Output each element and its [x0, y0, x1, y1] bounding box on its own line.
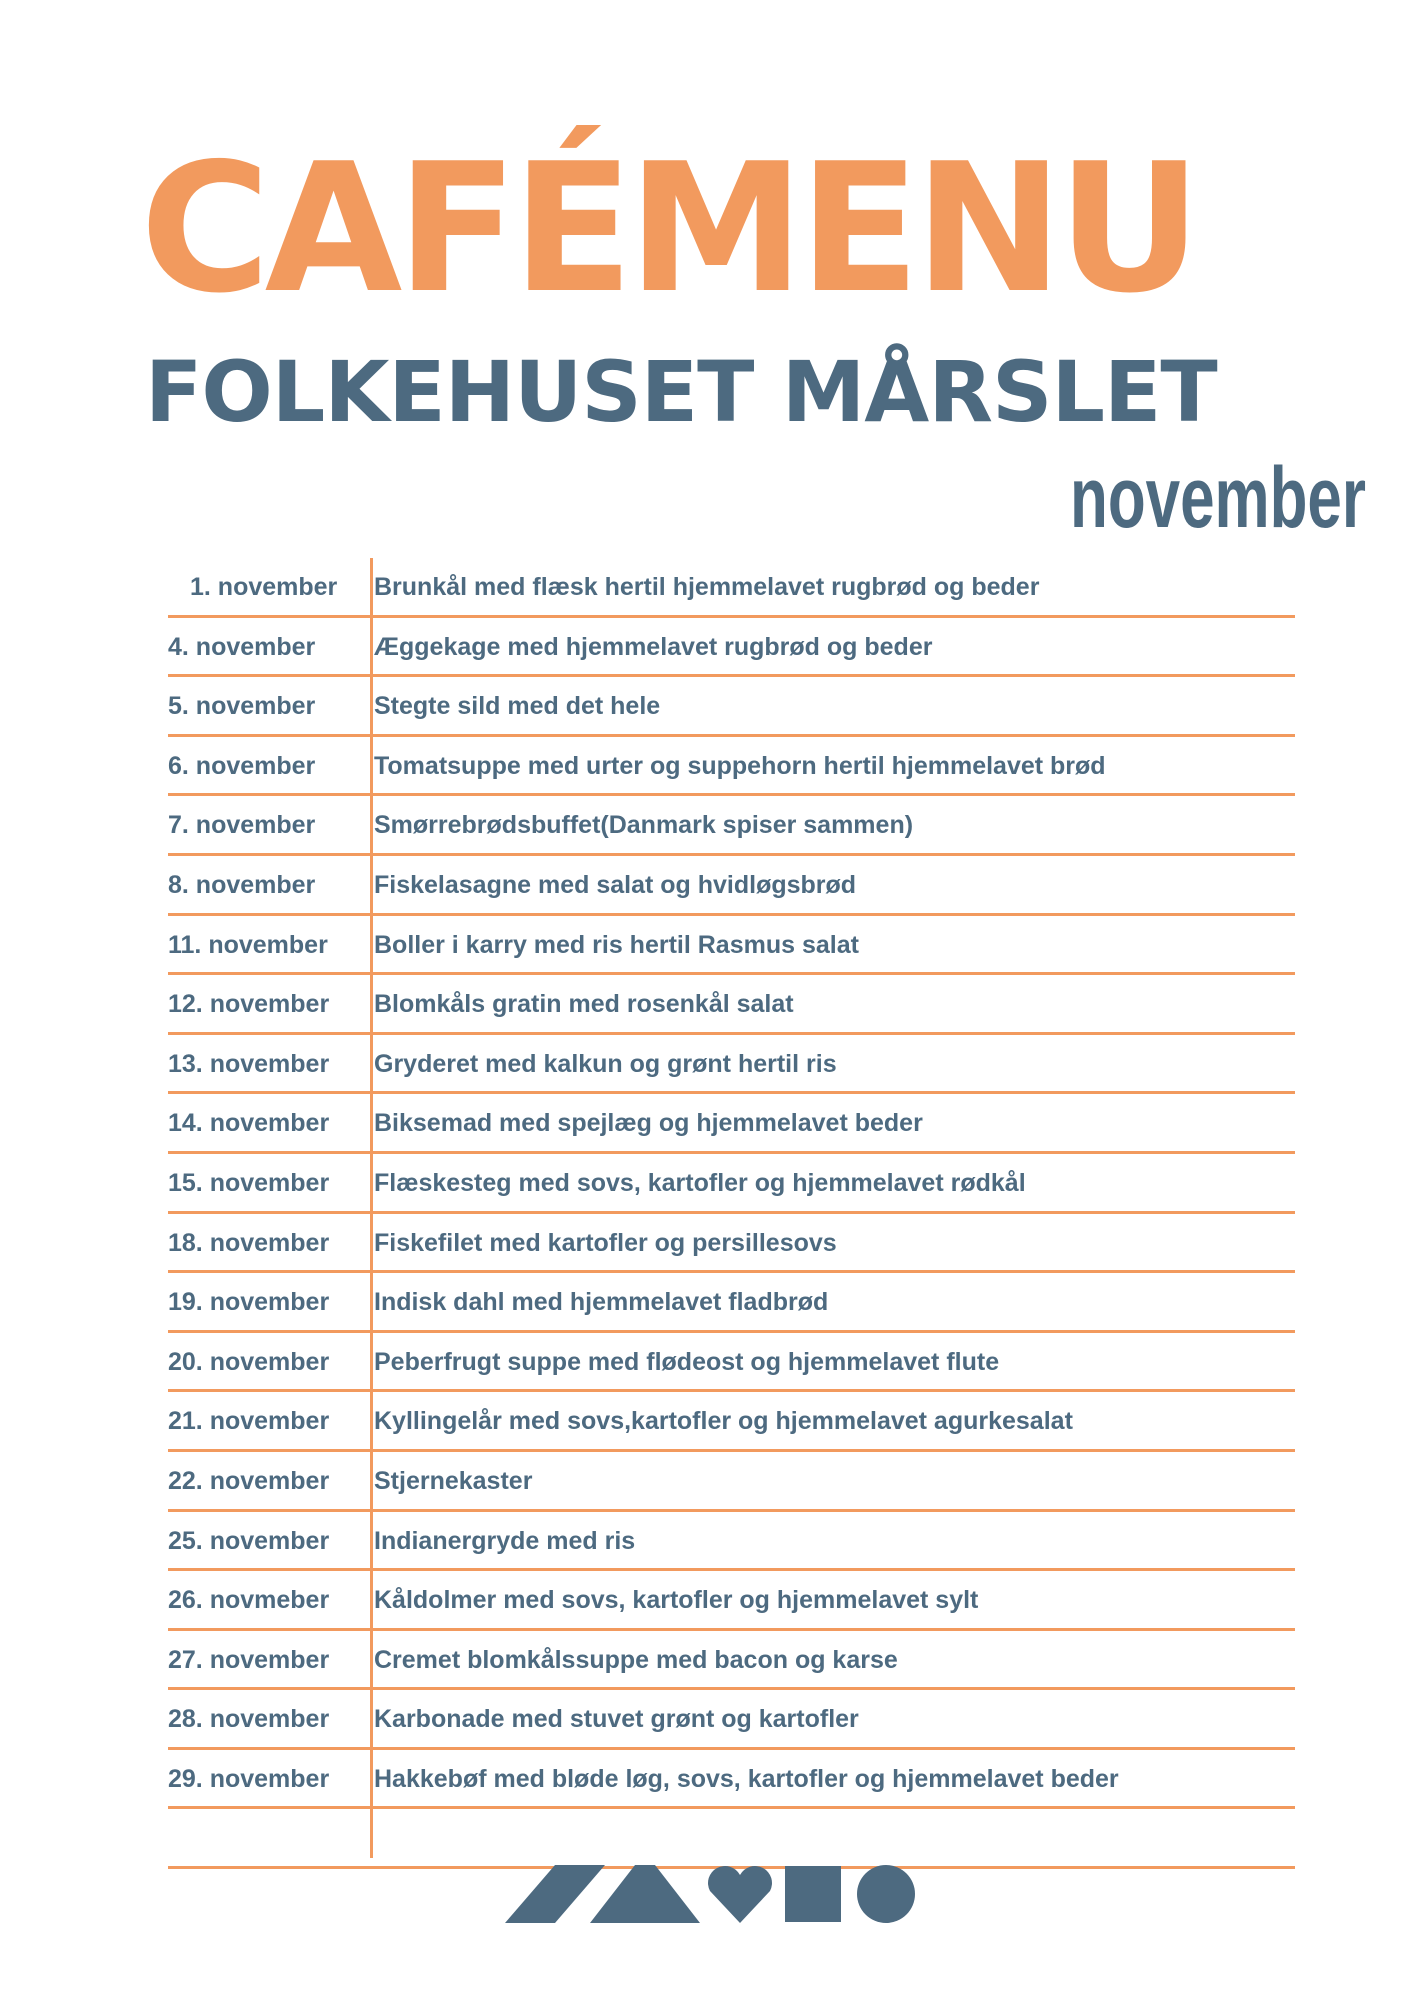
menu-date: 28. november — [168, 1705, 330, 1734]
menu-dish: Peberfrugt suppe med flødeost og hjemmelavet flute — [374, 1347, 1000, 1376]
menu-dish: Æggekage med hjemmelavet rugbrød og beder — [374, 632, 933, 661]
page-subtitle: FOLKEHUSET MÅRSLET — [145, 343, 1217, 441]
menu-list — [168, 558, 1295, 1869]
menu-row — [168, 1273, 1295, 1333]
menu-dish: Gryderet med kalkun og grønt hertil ris — [374, 1049, 837, 1078]
menu-row — [168, 1690, 1295, 1750]
menu-dish: Tomatsuppe med urter og suppehorn hertil hjemmelavet brød — [374, 751, 1106, 780]
menu-date: 5. november — [168, 692, 316, 721]
menu-date: 14. november — [168, 1109, 330, 1138]
menu-row — [168, 1392, 1295, 1452]
menu-row — [168, 1512, 1295, 1572]
menu-dish: Hakkebøf med bløde løg, sovs, kartofler og hjemmelavet beder — [374, 1764, 1119, 1793]
menu-dish: Stegte sild med det hele — [374, 692, 661, 721]
roof-icon — [590, 1865, 700, 1923]
menu-dish: Karbonade med stuvet grønt og kartofler — [374, 1705, 859, 1734]
menu-row — [168, 1035, 1295, 1095]
menu-row — [168, 1750, 1295, 1810]
menu-row — [168, 916, 1295, 976]
menu-date: 29. november — [168, 1764, 330, 1793]
menu-date: 1. november — [190, 573, 338, 601]
menu-dish: Cremet blomkålssuppe med bacon og karse — [374, 1645, 898, 1674]
menu-dish: Smørrebrødsbuffet(Danmark spiser sammen) — [374, 811, 914, 840]
menu-dish: Indianergryde med ris — [374, 1526, 636, 1555]
menu-dish: Brunkål med flæsk hertil hjemmelavet rugbrød og beder — [374, 573, 1040, 601]
menu-dish: Flæskesteg med sovs, kartofler og hjemmelavet rødkål — [374, 1168, 1026, 1197]
menu-dish: Fiskefilet med kartofler og persillesovs — [374, 1228, 837, 1257]
menu-date: 26. novmeber — [168, 1586, 330, 1615]
menu-date: 8. november — [168, 870, 316, 899]
month-label: november — [1070, 450, 1366, 546]
heart-icon — [708, 1866, 772, 1923]
menu-row — [168, 618, 1295, 678]
menu-dish: Stjernekaster — [374, 1466, 533, 1495]
menu-date: 20. november — [168, 1347, 330, 1376]
parallelogram-icon — [505, 1865, 605, 1923]
menu-dish: Blomkåls gratin med rosenkål salat — [374, 990, 794, 1019]
menu-date: 13. november — [168, 1049, 330, 1078]
menu-row — [168, 975, 1295, 1035]
menu-row — [168, 1154, 1295, 1214]
menu-row — [168, 677, 1295, 737]
menu-dish: Indisk dahl med hjemmelavet fladbrød — [374, 1288, 829, 1317]
menu-dish: Kyllingelår med sovs,kartofler og hjemmelavet agurkesalat — [374, 1407, 1073, 1436]
menu-row — [168, 558, 1295, 618]
menu-row — [168, 1214, 1295, 1274]
square-icon — [785, 1866, 841, 1922]
menu-dish: Fiskelasagne med salat og hvidløgsbrød — [374, 870, 857, 899]
menu-date: 15. november — [168, 1168, 330, 1197]
menu-date: 19. november — [168, 1288, 330, 1317]
menu-dish: Biksemad med spejlæg og hjemmelavet beder — [374, 1109, 923, 1138]
circle-icon — [857, 1865, 915, 1923]
menu-dish: Boller i karry med ris hertil Rasmus salat — [374, 930, 859, 959]
menu-row — [168, 1631, 1295, 1691]
menu-date: 27. november — [168, 1645, 330, 1674]
menu-date: 12. november — [168, 990, 330, 1019]
page-title: CAFÉMENU — [140, 125, 1196, 332]
footer-icons — [505, 1865, 915, 1923]
menu-date: 4. november — [168, 632, 316, 661]
menu-row-empty — [168, 1809, 1295, 1869]
menu-date: 25. november — [168, 1526, 330, 1555]
menu-date: 21. november — [168, 1407, 330, 1436]
menu-row — [168, 796, 1295, 856]
menu-date: 7. november — [168, 811, 316, 840]
menu-row — [168, 1571, 1295, 1631]
menu-date: 6. november — [168, 751, 316, 780]
menu-date: 11. november — [168, 930, 328, 959]
menu-date: 22. november — [168, 1466, 330, 1495]
menu-row — [168, 856, 1295, 916]
menu-row — [168, 1333, 1295, 1393]
menu-row — [168, 1452, 1295, 1512]
menu-dish: Kåldolmer med sovs, kartofler og hjemmelavet sylt — [374, 1586, 979, 1615]
menu-date: 18. november — [168, 1228, 330, 1257]
menu-row — [168, 737, 1295, 797]
menu-row — [168, 1094, 1295, 1154]
